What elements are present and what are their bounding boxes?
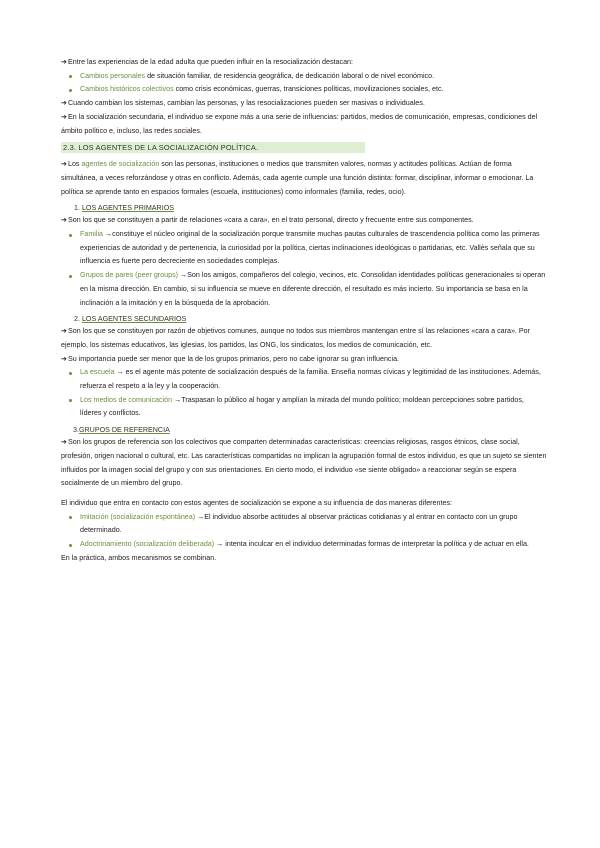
subheading-secundarios: 2. LOS AGENTES SECUNDARIOS: [74, 315, 187, 324]
intro-paragraph-2: ➔Cuando cambian los sistemas, cambian las personas, y las resocializaciones pueden ser masivas o individuales.: [61, 97, 547, 111]
intro-paragraph-1: ➔Entre las experiencias de la edad adulta que pueden influir en la resocialización destacan:: [61, 56, 547, 70]
referencia-list: [61, 511, 547, 552]
arrow-icon: ➔: [61, 327, 67, 336]
section-intro: ➔Los agentes de socialización son las personas, instituciones o medios que transmiten valores, normas y actitudes políticas. Actúan de forma simultánea, a veces reforzándose y otras en conflicto. Además, cada agente cumple una función distinta: formar, disciplinar, informar o emocionar. La política se aprende tanto en espacios formales (escuela, instituciones) como informales (familia, redes, ocio).: [61, 160, 534, 196]
list-item: Los medios de comunicación →Traspasan lo público al hogar y amplían la mirada del mundo político; moldean percepciones sobre partidos, líderes y conflictos.: [80, 394, 547, 421]
intro-list: [61, 70, 547, 97]
list-item: La escuela → es el agente más potente de socialización después de la familia. Enseña normas cívicas y legitimidad de las instituciones. Además, refuerza el respeto a la ley y la cooperación.: [80, 366, 547, 393]
primarios-paragraph: ➔Son los que se constituyen a partir de relaciones «cara a cara», en el trato personal, directo y frecuente entre sus componentes.: [61, 214, 547, 228]
secundarios-list: [61, 366, 547, 421]
list-item: Cambios históricos colectivos como crisis económicas, guerras, transiciones políticas, movilizaciones sociales, etc.: [80, 83, 547, 97]
arrow-icon: ➔: [61, 99, 67, 108]
list-item: Imitación (socialización espontánea) →El individuo absorbe actitudes al observar prácticas cotidianas y al entrar en contacto con un grupo determinado.: [80, 511, 547, 538]
arrow-icon: ➔: [61, 438, 67, 447]
list-item: Adoctrinamiento (socialización deliberada) → intenta inculcar en el individuo determinadas formas de interpretar la política y de actuar en ella.: [80, 538, 547, 552]
subheading-primarios: 1. LOS AGENTES PRIMARIOS: [74, 204, 175, 213]
intro-paragraph-3: ➔En la socialización secundaria, el individuo se expone más a una serie de influencias: partidos, medios de comunicación, empresas, condiciones del ámbito político e, incluso, las redes sociales.: [61, 112, 538, 135]
arrow-icon: ➔: [61, 112, 67, 121]
primarios-list: [61, 228, 547, 310]
list-item: Familia →constituye el núcleo original de la socialización porque transmite muchas pautas culturales de trascendencia política como las primeras experiencias de autoridad y de pertenencia, la curiosidad por la política, ciertas inclinaciones ideológicas o partidarias, etc. Vallès señala que su influencia es fuerte pero decreciente en sociedades complejas.: [80, 228, 547, 269]
referencia-paragraph-2: El individuo que entra en contacto con estos agentes de socialización se expone a su influencia de dos maneras diferentes:: [61, 498, 453, 507]
arrow-icon: ➔: [61, 354, 67, 363]
section-heading: 2.3. LOS AGENTES DE LA SOCIALIZACIÓN POLÍTICA.: [61, 142, 365, 153]
arrow-icon: ➔: [61, 58, 67, 66]
secundarios-paragraph-1: ➔Son los que se constituyen por razón de objetivos comunes, aunque no todos sus miembros mantengan entre sí las relaciones «cara a cara». Por ejemplo, los sistemas educativos, las iglesias, los partidos, las ONG, los sindicatos, los medios de comunicación, etc.: [61, 327, 531, 349]
arrow-icon: ➔: [61, 216, 67, 225]
document-page: [61, 56, 547, 566]
referencia-paragraph-3: En la práctica, ambos mecanismos se combinan.: [61, 553, 217, 562]
referencia-paragraph-1: ➔Son los grupos de referencia son los colectivos que comparten determinadas características: creencias religiosas, rasgos étnicos, clase social, profesión, origen nacional o cultural, etc. Las características compartidas no implican la agrupación formal de estos individuo, es que un sujeto se sienten influidos por la imagen social del grupo y con sus orientaciones. En cierto modo, el individuo «se siente obligado» a reaccionar según se espera socialmente de un miembro del grupo.: [61, 438, 547, 488]
subheading-referencia: 3.GRUPOS DE REFERENCIA: [73, 426, 170, 435]
arrow-icon: ➔: [61, 160, 67, 169]
list-item: Cambios personales de situación familiar, de residencia geográfica, de dedicación laboral o de nivel económico.: [80, 70, 547, 84]
secundarios-paragraph-2: ➔Su importancia puede ser menor que la de los grupos primarios, pero no cabe ignorar su gran influencia.: [61, 353, 547, 367]
list-item: Grupos de pares (peer groups) →Son los amigos, compañeros del colegio, vecinos, etc. Consolidan identidades políticas generacionales si operan en la misma dirección. En cambio, si su influencia se mueve en diferente dirección, el resultado es más incierto. Su importancia se basa en la inclinación a la imitación y en la búsqueda de la aprobación.: [80, 269, 547, 310]
